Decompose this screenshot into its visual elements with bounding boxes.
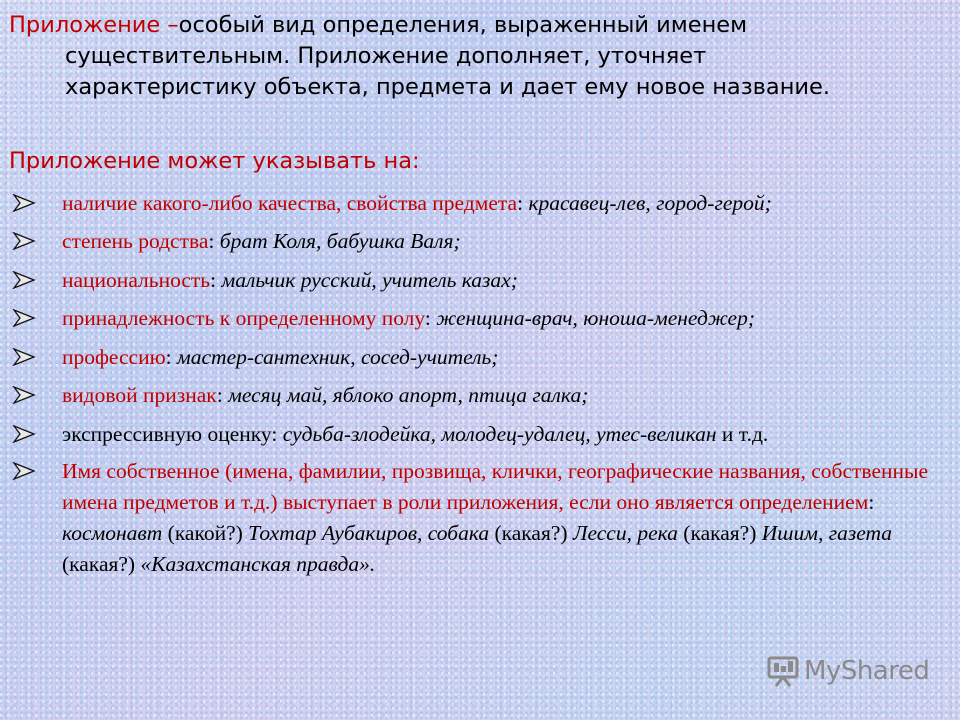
- item-sep: :: [216, 383, 229, 407]
- item-example: Ишим, газета: [761, 521, 893, 545]
- item-examples: красавец-лев, город-герой;: [528, 191, 772, 215]
- arrow-bullet-icon: [12, 188, 62, 218]
- list-item-proper-name: [12, 456, 952, 580]
- item-example: Тохтар Аубакиров, собака: [248, 521, 490, 545]
- item-example: «Казахстанская правда».: [140, 552, 376, 576]
- intro-paragraph: [9, 10, 954, 103]
- item-label: степень родства: [62, 229, 209, 253]
- item-label: принадлежность к определенному полу: [62, 306, 425, 330]
- item-examples: судьба-злодейка, молодец-удалец, утес-великан: [282, 422, 717, 446]
- list-item: [12, 342, 952, 372]
- item-examples: брат Коля, бабушка Валя;: [219, 229, 461, 253]
- item-question: (какой?): [162, 521, 249, 545]
- arrow-bullet-icon: [12, 342, 62, 372]
- list-item: [12, 265, 952, 295]
- item-question: (какая?): [489, 521, 573, 545]
- arrow-bullet-icon: [12, 265, 62, 295]
- item-examples: женщина-врач, юноша-менеджер;: [436, 306, 755, 330]
- item-example: Лесси, река: [572, 521, 678, 545]
- item-sep: :: [868, 490, 875, 514]
- list-item: [12, 188, 952, 218]
- intro-term: Приложение –: [9, 12, 179, 38]
- list-item: [12, 419, 952, 449]
- item-label: видовой признак: [62, 383, 217, 407]
- list-item: [12, 226, 952, 256]
- list-item: [12, 303, 952, 333]
- item-sep: :: [424, 306, 437, 330]
- presentation-icon: [766, 655, 800, 687]
- list-item: [12, 380, 952, 410]
- intro-line3: характеристику объекта, предмета и дает ему новое название.: [65, 74, 831, 100]
- item-label: экспрессивную оценку: [62, 422, 272, 446]
- arrow-bullet-icon: [12, 419, 62, 449]
- arrow-bullet-icon: [12, 456, 62, 486]
- arrow-bullet-icon: [12, 380, 62, 410]
- item-label: национальность: [62, 268, 211, 292]
- item-question: (какая?): [62, 552, 141, 576]
- item-question: (какая?): [677, 521, 762, 545]
- item-examples: месяц май, яблоко апорт, птица галка;: [228, 383, 589, 407]
- subheading: Приложение может указывать на:: [9, 148, 420, 174]
- watermark-text: MyShared: [804, 656, 930, 686]
- item-example: космонавт: [62, 521, 163, 545]
- watermark-logo: [766, 655, 929, 687]
- intro-line2: существительным. Приложение дополняет, уточняет: [65, 43, 707, 69]
- item-label: наличие какого-либо качества, свойства предмета: [62, 191, 518, 215]
- item-examples: мастер-сантехник, сосед-учитель;: [177, 345, 499, 369]
- item-tail: и т.д.: [716, 422, 769, 446]
- item-examples: мальчик русский, учитель казах;: [221, 268, 518, 292]
- item-label: Имя собственное (имена, фамилии, прозвища, клички, географические названия, собственные имена предметов и т.д.) выступает в роли приложения, если оно является определением: [62, 459, 928, 514]
- item-label: профессию: [62, 345, 166, 369]
- intro-line1: особый вид определения, выраженный именем: [178, 12, 748, 38]
- arrow-bullet-icon: [12, 303, 62, 333]
- item-sep: :: [208, 229, 220, 253]
- item-sep: :: [517, 191, 529, 215]
- item-sep: :: [165, 345, 178, 369]
- item-sep: :: [210, 268, 222, 292]
- arrow-bullet-icon: [12, 226, 62, 256]
- item-sep: :: [271, 422, 283, 446]
